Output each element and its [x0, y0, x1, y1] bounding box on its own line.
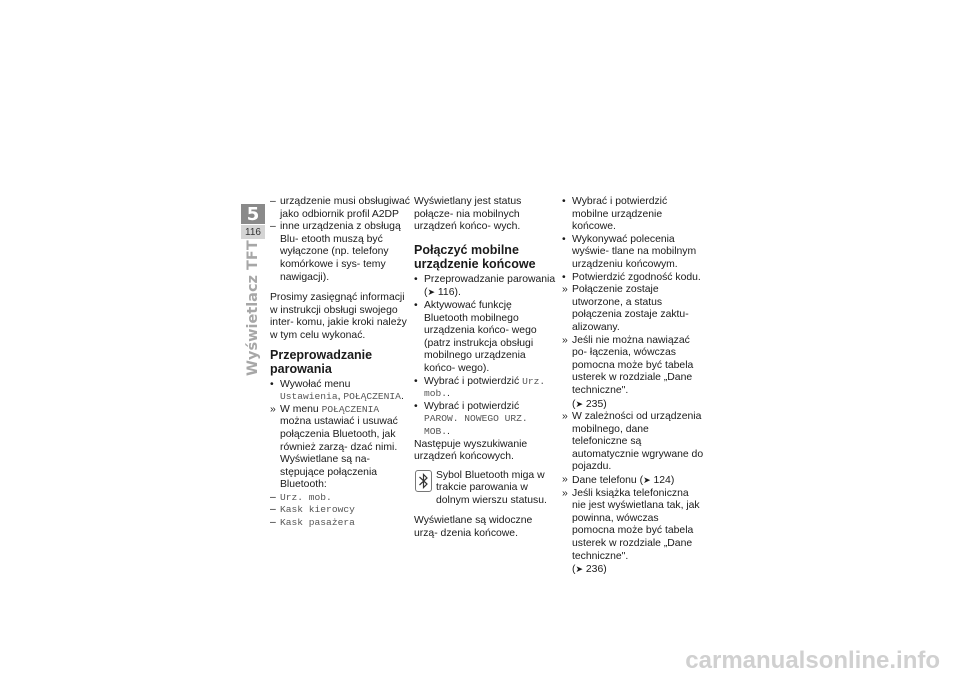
list-item: – inne urządzenia z obsługą Blu- etooth muszą być wyłączone (np. telefony komórkowe i sys- temy nawigacji). — [270, 221, 401, 283]
column-2 — [414, 196, 556, 541]
list-item: • Wybrać i potwierdzić mobilne urządzenie końcowe. — [562, 196, 668, 233]
page-ref-link[interactable]: 124 — [653, 475, 671, 487]
bluetooth-note: Sybol Bluetooth miga w trakcie parowania w dolnym wierszu statusu. — [414, 470, 556, 508]
list-item: – Kask kierowcy — [270, 504, 355, 516]
page-ref-arrow-icon: ➤ — [575, 398, 584, 409]
list-item: – Kask pasażera — [270, 517, 355, 529]
result-item: » Połączenie zostaje utworzone, a status połączenia zostaje zaktu- alizowany. — [562, 284, 689, 333]
result-item: » Dane telefonu (➤ 124) — [562, 474, 675, 487]
list-item: – Urz. mob. — [270, 491, 332, 503]
list-item: • Wybrać i potwierdzić PAROW. NOWEGO URZ. MOB.. — [414, 400, 528, 437]
page-ref-link[interactable]: 116 — [437, 287, 455, 299]
page-ref-link[interactable]: 236 — [585, 564, 604, 576]
section-heading: Połączyć mobilne urządzenie końcowe — [414, 242, 536, 271]
page-ref-arrow-icon: ➤ — [643, 475, 651, 486]
bluetooth-icon — [415, 470, 432, 492]
result-item: » Jeśli nie można nawiązać po- łączenia, wówczas pomocna może być tabela usterek w rozdziale „Dane techniczne". (➤ 235) — [562, 334, 694, 410]
paragraph: Wyświetlany jest status połącze- nia mobilnych urządzeń końco- wych. — [414, 196, 522, 233]
list-item: – urządzenie musi obsługiwać jako odbiornik profil A2DP — [270, 196, 410, 220]
paragraph: Prosimy zasięgnąć informacji w instrukcji obsługi swojego inter- komu, jakie kroki należy w tym celu wykonać. — [270, 292, 407, 341]
chapter-number: 5 — [241, 204, 265, 224]
page-number: 116 — [241, 225, 265, 239]
result-item: » W zależności od urządzenia mobilnego, dane telefoniczne są automatycznie wgrywane do pojazdu. — [562, 411, 704, 473]
list-item: • Wykonywać polecenia wyświe- tlane na mobilnym urządzeniu końcowym. — [562, 233, 697, 270]
result-item: » W menu POŁĄCZENIA można ustawiać i usuwać połączenia Bluetooth, jak również zarzą- dzać nimi. Wyświetlane są na- stępujące połączenia Bluetooth: — [270, 403, 398, 491]
list-item: • Aktywować funkcję Bluetooth mobilnego urządzenia końco- wego (patrz instrukcja obsługi mobilnego urządzenia końco- wego). — [414, 299, 537, 374]
side-title-text: Wyświetlacz TFT — [245, 240, 261, 376]
page-ref-arrow-icon: ➤ — [575, 564, 584, 575]
result-item: » Jeśli książka telefoniczna nie jest wyświetlana tak, jak powinna, wówczas pomocna może być tabela usterek w rozdziale „Dane techniczne". (➤ 236) — [562, 487, 700, 576]
list-item: • Przeprowadzanie parowania (➤ 116). — [414, 273, 556, 299]
side-title — [244, 240, 264, 376]
column-1 — [270, 196, 410, 530]
watermark: carmanualsonline.info — [685, 647, 940, 674]
column-3 — [562, 196, 704, 577]
list-item: • Wywołać menu Ustawienia, POŁĄCZENIA. — [270, 378, 404, 403]
list-item: • Wybrać i potwierdzić Urz. mob.. — [414, 375, 546, 400]
paragraph: Następuje wyszukiwanie urządzeń końcowych. — [414, 438, 528, 463]
list-item: • Potwierdzić zgodność kodu. — [562, 271, 701, 283]
paragraph: Wyświetlane są widoczne urzą- dzenia końcowe. — [414, 515, 533, 540]
page-ref-link[interactable]: 235 — [585, 398, 604, 410]
page-ref-arrow-icon: ➤ — [427, 287, 436, 298]
section-heading: Przeprowadzanie parowania — [270, 347, 373, 376]
